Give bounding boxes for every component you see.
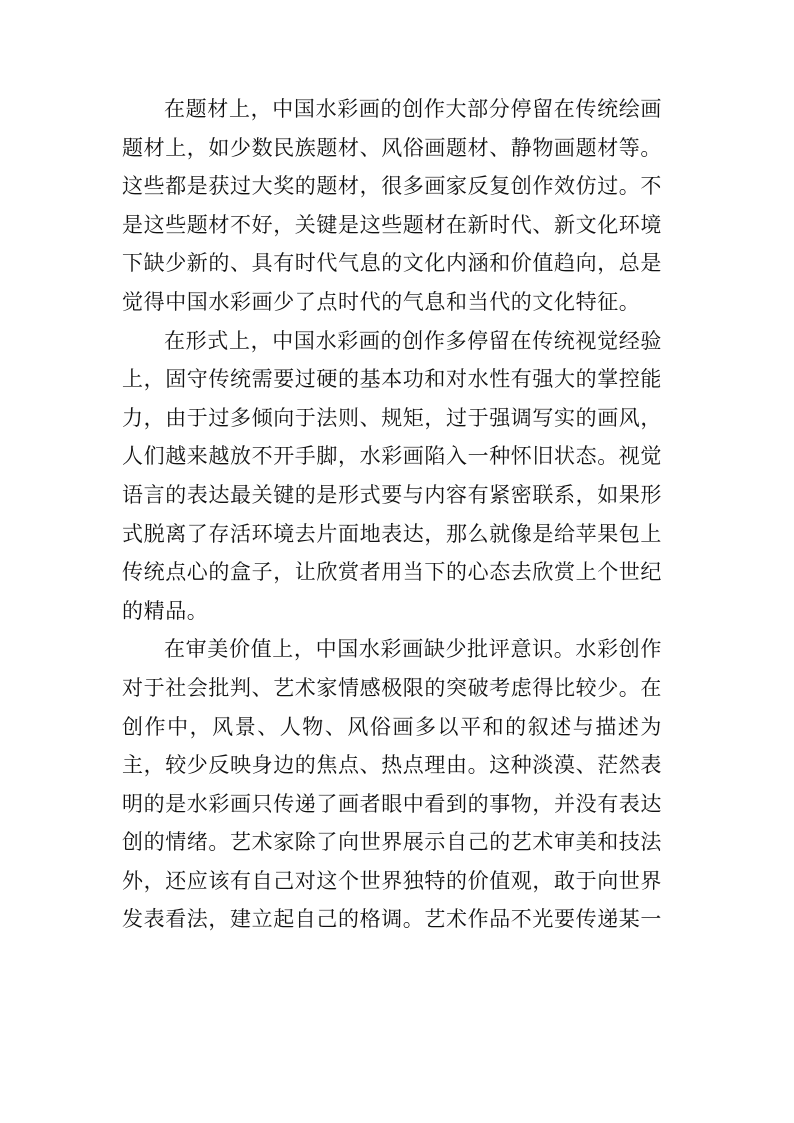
- paragraph-subject-matter: 在题材上，中国水彩画的创作大部分停留在传统绘画题材上，如少数民族题材、风俗画题材、静物画题材等。这些都是获过大奖的题材，很多画家反复创作效仿过。不是这些题材不好，关键是这些题材在新时代、新文化环境下缺少新的、具有时代气息的文化内涵和价值趋向，总是觉得中国水彩画少了点时代的气息和当代的文化特征。: [122, 97, 662, 314]
- paragraph-form: 在形式上，中国水彩画的创作多停留在传统视觉经验上，固守传统需要过硬的基本功和对水性有强大的掌控能力，由于过多倾向于法则、规矩，过于强调写实的画风，人们越来越放不开手脚，水彩画陷入一种怀旧状态。视觉语言的表达最关键的是形式要与内容有紧密联系，如果形式脱离了存活环境去片面地表达，那么就像是给苹果包上传统点心的盒子，让欣赏者用当下的心态去欣赏上个世纪的精品。: [122, 328, 662, 623]
- document-page: [122, 90, 662, 939]
- paragraph-aesthetic-value: 在审美价值上，中国水彩画缺少批评意识。水彩创作对于社会批判、艺术家情感极限的突破考虑得比较少。在创作中，风景、人物、风俗画多以平和的叙述与描述为主，较少反映身边的焦点、热点理由。这种淡漠、茫然表明的是水彩画只传递了画者眼中看到的事物，并没有表达创的情绪。艺术家除了向世界展示自己的艺术审美和技法外，还应该有自己对这个世界独特的价值观，敢于向世界发表看法，建立起自己的格调。艺术作品不光要传递某一: [122, 637, 662, 932]
